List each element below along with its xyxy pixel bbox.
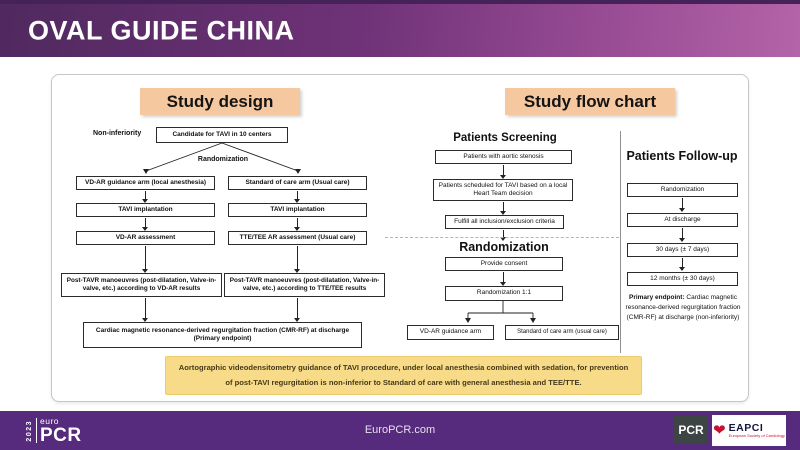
arrow-down (503, 202, 504, 211)
fu-12-months-box: 12 months (± 30 days) (627, 272, 738, 286)
primary-endpoint-note (616, 293, 750, 322)
arrow-down (682, 228, 683, 238)
conclusion-banner: Aortographic videodensitometry guidance of TAVI procedure, under local anesthesia combined with sedation, for prevention of post-TAVI regurgitation is non-inferior to Standard of care with general anesthesia and TEE/TTE. (165, 356, 642, 395)
arrow-down (297, 298, 298, 318)
arrow-down (682, 198, 683, 208)
europcr-pcr-text: PCR (40, 424, 82, 446)
arrow-down (503, 165, 504, 175)
europcr-euro-text: euro (40, 416, 60, 426)
primary-endpoint-text: Cardiac magnetic resonance-derived regurgitation fraction (CMR-RF) at discharge (non-inferiority) (625, 294, 741, 321)
arrow-down (297, 246, 298, 269)
patients-followup-header: Patients Follow-up (626, 149, 738, 163)
screening-randomization-divider (385, 237, 619, 238)
tavi-implantation-right-box: TAVI implantation (228, 203, 367, 217)
provide-consent-box: Provide consent (445, 257, 563, 271)
non-inferiority-label: Non-inferiority (93, 130, 142, 137)
fu-randomization-box: Randomization (627, 183, 738, 197)
fu-30-days-box: 30 days (± 7 days) (627, 243, 738, 257)
candidate-box: Candidate for TAVI in 10 centers (156, 127, 288, 143)
vdar-assessment-box: VD-AR assessment (76, 231, 215, 245)
eapci-text-block (729, 423, 785, 439)
standard-care-arm-box: Standard of care arm (Usual care) (228, 176, 367, 190)
slide-footer (0, 411, 800, 450)
heart-team-decision-box: Patients scheduled for TAVI based on a local Heart Team decision (433, 179, 573, 201)
post-tavr-tte-box: Post-TAVR manoeuvres (post-dilatation, Valve-in-valve, etc.) according to TTE/TEE results (224, 273, 385, 297)
patients-screening-header: Patients Screening (453, 132, 557, 144)
website-url: EuroPCR.com (364, 424, 436, 436)
slide-title: OVAL GUIDE CHINA (28, 15, 295, 45)
flow-standard-arm-box: Standard of care arm (usual care) (505, 325, 619, 340)
tte-tee-assessment-box: TTE/TEE AR assessment (Usual care) (228, 231, 367, 245)
vdar-arm-box: VD-AR guidance arm (local anesthesia) (76, 176, 215, 190)
arrow-down (503, 230, 504, 237)
randomization-label: Randomization (197, 156, 249, 163)
study-flow-title: Study flow chart (505, 88, 675, 115)
aortic-stenosis-box: Patients with aortic stenosis (435, 150, 572, 164)
flow-branch-connector (460, 301, 542, 325)
flow-randomization-header: Randomization (459, 240, 549, 254)
eapci-name: EAPCI (728, 421, 764, 434)
arrow-down (145, 191, 146, 199)
arrow-down (503, 272, 504, 282)
arrow-down (297, 191, 298, 199)
cmr-rf-primary-endpoint-box: Cardiac magnetic resonance-derived regurgitation fraction (CMR-RF) at discharge (Primary endpoint) (83, 322, 362, 348)
europcr-year: 2023 (26, 419, 33, 442)
post-tavr-vdar-box: Post-TAVR manoeuvres (post-dilatation, Valve-in-valve, etc.) according to VD-AR results (61, 273, 222, 297)
primary-endpoint-label: Primary endpoint: (628, 294, 685, 301)
eapci-tagline: European Society of Cardiology (728, 433, 785, 439)
randomization-1-1-box: Randomization 1:1 (445, 286, 563, 301)
arrow-down (145, 298, 146, 318)
arrow-down (682, 258, 683, 267)
slide-header (0, 0, 800, 57)
pcr-badge: PCR (674, 416, 708, 444)
flow-vdar-arm-box: VD-AR guidance arm (407, 325, 494, 340)
study-design-title: Study design (140, 88, 300, 115)
arrow-down (145, 218, 146, 227)
fu-discharge-box: At discharge (627, 213, 738, 227)
tavi-implantation-left-box: TAVI implantation (76, 203, 215, 217)
arrow-down (145, 246, 146, 269)
eapci-logo (712, 415, 786, 446)
arrow-down (297, 218, 298, 227)
heart-icon: ❤ (713, 422, 726, 439)
inclusion-criteria-box: Fulfill all inclusion/exclusion criteria (445, 215, 564, 229)
